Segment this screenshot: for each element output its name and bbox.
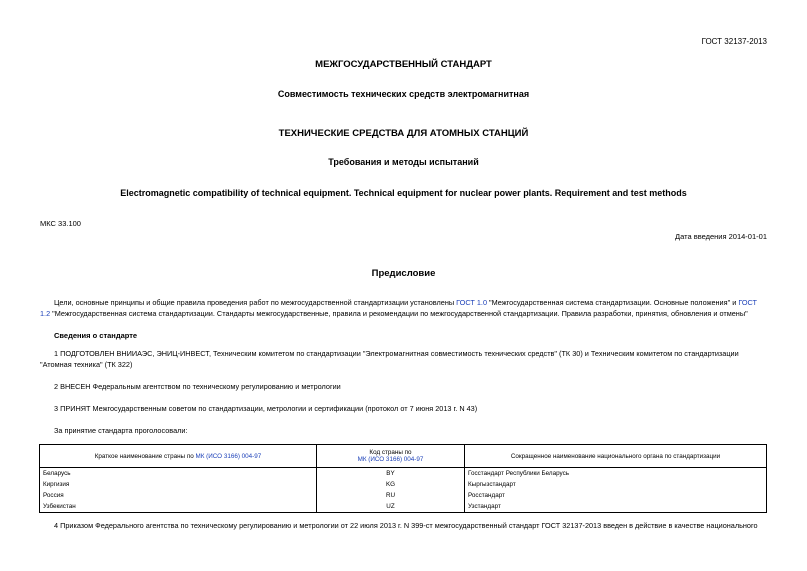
document-code: ГОСТ 32137-2013 — [701, 37, 767, 46]
header-national-body: Сокращенное наименование национального органа по стандартизации — [465, 445, 767, 468]
table-header-row — [40, 445, 767, 468]
paragraph-text: Цели, основные принципы и общие правила проведения работ по межгосударственной стандартизации установлены — [54, 298, 457, 307]
gost-1-2-link[interactable]: ГОСТ 1.2 — [40, 298, 758, 318]
document-title: ТЕХНИЧЕСКИЕ СРЕДСТВА ДЛЯ АТОМНЫХ СТАНЦИЙ — [278, 128, 529, 139]
body-cell: Узстандарт — [465, 501, 767, 513]
code-cell: UZ — [317, 501, 465, 513]
item-3-adopted: 3 ПРИНЯТ Межгосударственным советом по стандартизации, метрологии и сертификации (протокол от 7 июня 2013 г. N 43) — [54, 404, 478, 413]
table-row — [40, 490, 767, 501]
code-cell: KG — [317, 479, 465, 490]
body-cell: Госстандарт Республики Беларусь — [465, 468, 767, 480]
standard-type-heading: МЕЖГОСУДАРСТВЕННЫЙ СТАНДАРТ — [315, 59, 492, 70]
vote-intro: За принятие стандарта проголосовали: — [54, 426, 188, 435]
country-cell: Киргизия — [40, 479, 317, 490]
standard-info-heading: Сведения о стандарте — [54, 331, 138, 340]
header-country-code — [317, 445, 465, 468]
mk-iso-3166-link[interactable]: МК (ИСО 3166) 004-97 — [357, 456, 424, 463]
code-cell: BY — [317, 468, 465, 480]
country-cell: Россия — [40, 490, 317, 501]
body-cell: Кыргызстандарт — [465, 479, 767, 490]
foreword-paragraph — [40, 297, 767, 319]
intro-date: Дата введения 2014-01-01 — [675, 232, 767, 241]
item-2-submitted: 2 ВНЕСЕН Федеральным агентством по техническому регулированию и метрологии — [54, 382, 341, 391]
table-row — [40, 479, 767, 490]
document-subtitle: Требования и методы испытаний — [328, 157, 479, 167]
paragraph-text: "Межгосударственная система стандартизации. Основные положения" и — [487, 298, 739, 307]
code-cell: RU — [317, 490, 465, 501]
table-row — [40, 501, 767, 513]
english-title: Electromagnetic compatibility of technical equipment. Technical equipment for nuclear power plants. Requirement and test methods — [120, 188, 687, 198]
country-cell: Беларусь — [40, 468, 317, 480]
header-text: Код страны по — [369, 449, 412, 456]
gost-1-0-link[interactable]: ГОСТ 1.0 — [456, 298, 487, 307]
mks-code: МКС 33.100 — [40, 219, 81, 228]
body-cell: Росстандарт — [465, 490, 767, 501]
header-country-name — [40, 445, 317, 468]
foreword-heading: Предисловие — [371, 268, 436, 279]
country-cell: Узбекистан — [40, 501, 317, 513]
paragraph-text: "Межгосударственная система стандартизации. Стандарты межгосударственные, правила и рекомендации по межгосударственной стандартизации. Правила разработки, принятия, обновления и отмены" — [50, 309, 748, 318]
subject-heading: Совместимость технических средств электромагнитная — [277, 89, 530, 99]
item-1-prepared: 1 ПОДГОТОВЛЕН ВНИИАЭС, ЭНИЦ-ИНВЕСТ, Техническим комитетом по стандартизации "Электромагнитная совместимость технических средств" (ТК 30) и Техническим комитетом по стандартизации "Атомная техника" (ТК 322) — [40, 349, 739, 369]
header-text: Краткое наименование страны по — [94, 452, 196, 460]
table-row — [40, 468, 767, 480]
voting-countries-table — [39, 444, 767, 513]
item-4-order: 4 Приказом Федерального агентства по техническому регулированию и метрологии от 22 июля 2013 г. N 399-ст межгосударственный стандарт ГОСТ 32137-2013 введен в действие в качестве национального — [54, 521, 758, 530]
mk-iso-3166-link[interactable]: МК (ИСО 3166) 004-97 — [195, 452, 262, 460]
